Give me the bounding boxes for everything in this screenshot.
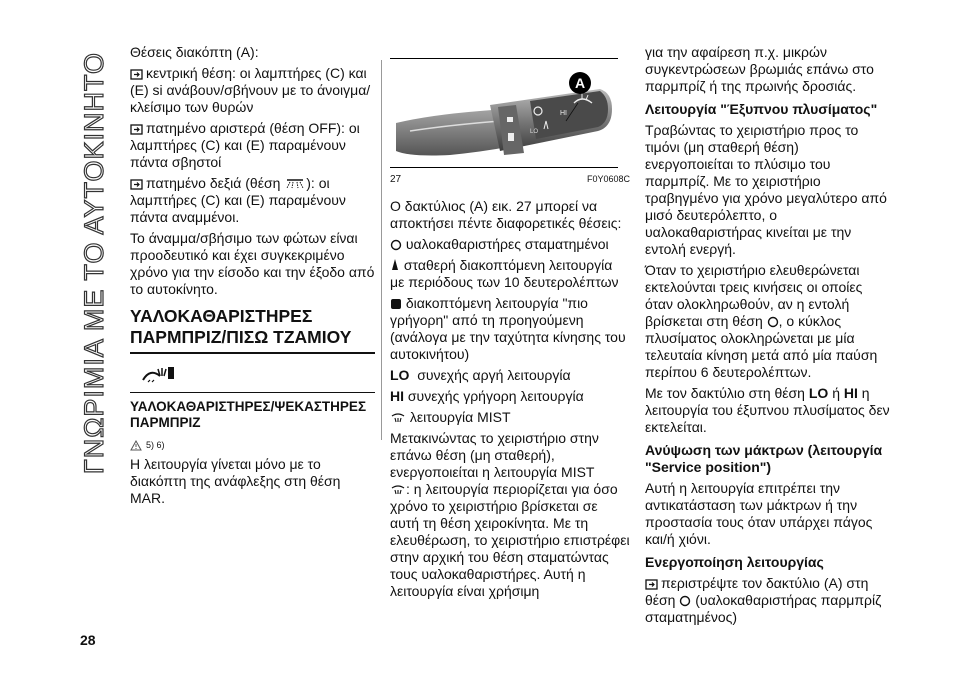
service-position-text: Αυτή η λειτουργία επιτρέπει την αντικατάσταση των μάκτρων ή την προστασία τους όταν υπάρχει πάγος και/ή χιόνι. [645, 480, 873, 547]
wiper-washer-icon [140, 364, 176, 384]
circle-off-icon [679, 595, 691, 607]
column-right [645, 44, 890, 630]
activation-step: περιστρέψτε τον δακτύλιο (A) στη θέση (υαλοκαθαριστήρας παρμπρίζ σταματημένος) [645, 575, 882, 625]
page-number: 28 [80, 632, 96, 648]
position-lo: LO συνεχής αργή λειτουργία [390, 367, 571, 383]
subsection-rule [130, 392, 375, 393]
figure-code: F0Y0608C [586, 174, 630, 184]
mist-use-text: για την αφαίρεση π.χ. μικρών συγκεντρώσεων βρωμιάς επάνω στο παρμπρίζ ή της πρωινής δροσιάς. [645, 44, 874, 94]
circle-off-icon [767, 316, 779, 328]
position-intermittent-fast: διακοπτόμενη λειτουργία "πιο γρήγορη" από τη προηγούμενη (ανάλογα με την ταχύτητα κίνησης του αυτοκινήτου) [390, 295, 626, 362]
smart-wash-text: Τραβώντας το χειριστήριο προς το τιμόνι (μη σταθερή θέση) ενεργοποιείται το πλύσιμο του παρμπρίζ. Με το χειριστήριο τραβηγμένο για χρόνο μεγαλύτερο από μισό δευτερόλεπτο, ο υαλοκαθαριστήρας κινείται με την εντολή ενεργή. [645, 122, 887, 257]
svg-text:LO: LO [530, 129, 539, 135]
activation-heading: Ενεργοποίηση λειτουργίας [645, 554, 824, 570]
mist-activation-text: Μετακινώντας το χειριστήριο στην επάνω θέση (μη σταθερή), ενεργοποιείται η λειτουργία MIST [390, 430, 599, 480]
wiper-stalk-illustration [390, 59, 618, 167]
position-off: υαλοκαθαριστήρες σταματημένοι [390, 236, 630, 253]
mist-icon [390, 484, 406, 496]
smart-wash-lo-hi-text: Με τον δακτύλιο στη θέση LO ή HI η λειτουργία του έξυπνου πλυσίματος δεν εκτελείται. [645, 385, 890, 435]
section-rule [130, 352, 375, 354]
column-middle [390, 44, 630, 604]
subsection-title: ΥΑΛΟΚΑΘΑΡΙΣΤΗΡΕΣ/ΨΕΚΑΣΤΗΡΕΣ ΠΑΡΜΠΡΙΖ [130, 399, 367, 430]
section-title: ΥΑΛΟΚΑΘΑΡΙΣΤΗΡΕΣ ΠΑΡΜΠΡΙΖ/ΠΙΣΩ ΤΖΑΜΙΟΥ [130, 306, 352, 347]
svg-text:HI: HI [560, 110, 567, 117]
circle-off-icon [390, 239, 402, 251]
chapter-side-title: ΓΝΩΡΙΜΙΑ ΜΕ ΤΟ ΑΥΤΟΚΙΝΗΤΟ [79, 52, 109, 475]
intermittent-fixed-icon [390, 258, 400, 272]
column-left [130, 44, 375, 511]
figure-number: 27 [390, 174, 402, 185]
mar-text: Η λειτουργία γίνεται μόνο με το διακόπτη της ανάφλεξης στη θέση MAR. [130, 456, 341, 506]
position-hi: HI συνεχής γρήγορη λειτουργία [390, 388, 584, 404]
figure-caption [390, 171, 630, 188]
bullet-arrow-icon [130, 69, 143, 80]
bullet-arrow-icon [130, 124, 143, 135]
ring-positions-text: Ο δακτύλιος (A) εικ. 27 μπορεί να αποκτήσει πέντε διαφορετικές θέσεις: [390, 198, 622, 231]
smart-wash-heading: Λειτουργία "Έξυπνου πλυσίματος" [645, 101, 878, 117]
warning-refs: 5) 6) [130, 437, 375, 454]
lights-note: Το άναμμα/σβήσιμο των φώτων είναι προοδευτικό και έχει συγκεκριμένο χρόνο για την είσοδο και την έξοδο από το αυτοκίνητο. [130, 230, 375, 297]
bullet-left: πατημένο αριστερά (θέση OFF): οι λαμπτήρες (C) και (E) παραμένουν πάντα σβηστοί [130, 120, 360, 170]
warning-triangle-icon [130, 440, 142, 451]
intermittent-fast-icon [390, 298, 402, 310]
bullet-central: κεντρική θέση: οι λαμπτήρες (C) και (E) si ανάβουν/σβήνουν με το άνοιγμα/κλείσιμο των θυρών [130, 65, 371, 115]
courtesy-light-icon [284, 177, 306, 190]
smart-wash-cycle-text: Όταν το χειριστήριο ελευθερώνεται εκτελούνται τρεις κινήσεις οι οποίες όταν ολοκληρωθούν, αν η εντολή βρίσκεται στη θέση , ο κύκλος πλυσίματος ολοκληρώνεται με μία τελευταία κίνηση μετά από μία παύση περίπου 6 δευτερολέπτων. [645, 262, 878, 380]
position-mist: λειτουργία MIST [390, 409, 630, 426]
column-divider [381, 60, 382, 440]
wiper-stalk-figure [390, 58, 618, 168]
bullet-arrow-icon [645, 579, 658, 590]
service-position-heading: Ανύψωση των μάκτρων (λειτουργία "Service position") [645, 442, 883, 475]
intro-text: Θέσεις διακόπτη (A): [130, 44, 259, 60]
bullet-right: πατημένο δεξιά (θέση ): οι λαμπτήρες (C) και (E) παραμένουν πάντα αναμμένοι. [130, 175, 346, 225]
bullet-arrow-icon [130, 179, 143, 190]
position-intermittent: σταθερή διακοπτόμενη λειτουργία με περιόδους των 10 δευτερολέπτων [390, 257, 619, 290]
mist-detail-text: : η λειτουργία περιορίζεται για όσο χρόνο το χειριστήριο βρίσκεται σε αυτή τη θέση χειροκίνητα. Με τη ελευθέρωση, το χειριστήριο επιστρέφει στην αρχική του θέση σταματώντας τους υαλοκαθαριστήρες. Αυτή η λειτουργία είναι χρήσιμη [390, 481, 630, 599]
mist-icon [390, 412, 406, 424]
figure-callout-label: A [574, 75, 586, 91]
